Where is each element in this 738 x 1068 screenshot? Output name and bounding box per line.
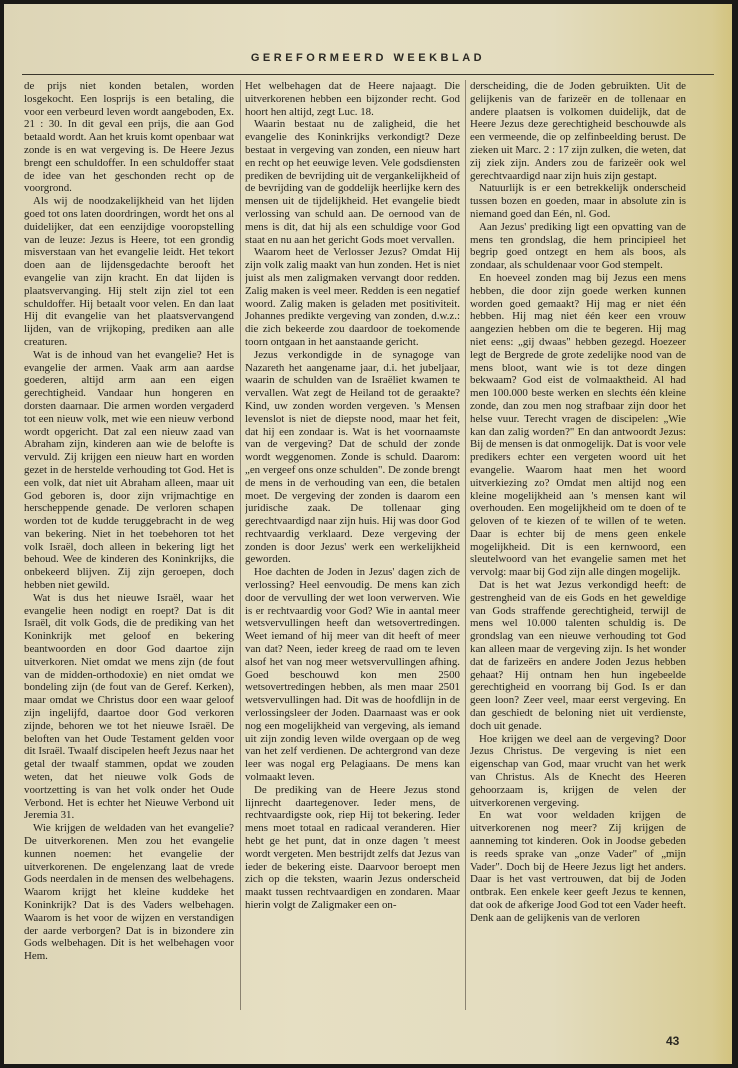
paragraph: Dat is het wat Jezus verkondigd heeft: de gestrengheid van de eis Gods en het geweldige van Gods straffende gerechtigheid, terwijl de mens wel 10.000 talenten schuldig is. De grondslag van een nieuwe verhouding tot God kan alleen maar de vergeving zijn. Is het wonder dat de farizeërs en andere Joden Jezus hebben gehaat? Hij ontnam hen hun ingebeelde gerechtigheid en voorrang bij God. Is er dan geen loon? Zeer veel, maar eerst vergeving. En dan geschiedt de beloning niet uit verdienste, doch uit genade.	[470, 579, 686, 732]
paragraph: Wat is de inhoud van het evangelie? Het is evangelie der armen. Vaak arm aan aardse goederen, altijd arm aan een eigen gerechtigheid. Vandaar hun hongeren en dorsten daarnaar. Die armen worden vergaderd tot een nieuw volk, met wie een nieuw verbond wordt opgericht. Dat zal een nieuw zaad van Abraham zijn, kinderen aan wie de belofte is vervuld. Zij krijgen een nieuw hart en worden gezet in de herstelde verhouding tot God. Het is een volk, dat niet uit Abraham alleen, maar uit God geboren is, door zijn vrijmachtige en herscheppende genade. De verloren schapen worden tot de kudde teruggebracht in de weg van bekering. Niet in het toebehoren tot het volk Israël, doch alleen in bekering ligt het behoud. Wee de kinderen des Koninkrijks, die onbekeerd blijven. Zij zijn geroepen, doch hebben niet gewild.	[24, 348, 234, 592]
paragraph: Waarin bestaat nu de zaligheid, die het evangelie des Koninkrijks verkondigt? Deze bestaat in vergeving van zonden, een nieuw hart en recht op het eeuwige leven. Vele godsdiensten prediken de bevrijding uit de vergankelijkheid of de bevrijding van de goddelijk heerlijke kern des mensen uit de tijdelijkheid. Het evangelie biedt verlossing van schuld aan. De oernood van de mens is dit, dat hij als een schuldige voor God staat en nu aan het gericht Gods moet vervallen.	[245, 118, 460, 246]
paragraph: derscheiding, die de Joden gebruikten. Uit de gelijkenis van de farizeër en de tollenaar en andere plaatsen is volkomen duidelijk, dat de Heere Jezus deze gerechtigheid beschouwde als een vermeende, die op zelfinbeelding berust. De zieken uit Marc. 2 : 17 zijn zulken, die weten, dat zij ziek zijn. Anders zou de farizeër ook wel gerechtvaardigd naar zijn huis zijn gestapt.	[470, 80, 686, 182]
column-divider	[240, 80, 241, 1010]
page-edge-shading	[712, 4, 732, 1064]
paragraph: En hoeveel zonden mag bij Jezus een mens hebben, die door zijn goede werken kunnen worden goed gemaakt? Hij mag er niet één hebben. Hij mag niet één keer een vrouw aangezien hebben om die te begeren. Hij mag niet eens: „gij dwaas" hebben gezegd. Hoezeer legt de Bergrede de grote zedelijke nood van de mens bloot, want wie is tot deze dingen bekwaam? God eist de volmaaktheid. Al had men 100.000 beste werken en slechts één kleine zonde, dan zou men nog strafbaar zijn door het helse vuur. Terecht vragen de discipelen: „Wie kan dan zalig worden?" En dan antwoordt Jezus: Bij de mensen is dat onmogelijk. Dat is voor vele predikers echter een vergeten woord uit het evangelie. Waarom haat men het woord uitverkiezing zo? Omdat men altijd nog een kleine mogelijkheid aan 's mensen kant wil overhouden. Een mogelijkheid om te doen of te geloven of te kiezen of te willen of te weten. Daar is echter bij de mens geen enkele mogelijkheid. Dit is een kernwoord, een sleutelwoord van het evangelie samen met het vervolg: maar bij God zijn alle dingen mogelijk.	[470, 271, 686, 579]
column-1	[24, 80, 234, 1020]
paragraph: Wat is dus het nieuwe Israël, waar het evangelie heen nodigt en roept? Dat is dit Israël, dit volk Gods, die de prediking van het Koninkrijk met geloof en bekering beantwoorden en door God daartoe zijn uitverkoren. Niet omdat we mens zijn (de fout van de midden-orthodoxie) en niet omdat we bondeling zijn (de fout van de Geref. Kerken), maar omdat we Christus door een waar geloof zijn ingelijfd, daartoe door God verkoren zijnde, behoren we tot het nieuwe Israël. De beloften van het Oude Testament gelden voor dit Israël. Twaalf discipelen heeft Jezus naar het getal der twaalf stammen, opdat we zouden weten, dat het nieuwe volk Gods de voortzetting is van het volk onder het Oude Verbond. Het is echter het Nieuwe Verbond uit Jeremia 31.	[24, 591, 234, 822]
paragraph: Natuurlijk is er een betrekkelijk onderscheid tussen bozen en goeden, maar in absolute zin is niemand goed dan Eén, nl. God.	[470, 182, 686, 220]
column-3	[470, 80, 686, 1020]
paragraph: Hoe krijgen we deel aan de vergeving? Door Jezus Christus. De vergeving is niet een eigenschap van God, maar vrucht van het werk van Christus. Als de Knecht des Heeren gehoorzaam is, krijgen de velen der uitverkorenen vergeving.	[470, 732, 686, 809]
paragraph: de prijs niet konden betalen, worden losgekocht. Een losprijs is een betaling, die voor een verbeurd leven wordt aangeboden, Ex. 21 : 30. In dit geval een prijs, die aan God betaald wordt. Aan het kruis komt openbaar wat zonde is en wat vergeving is. De Heere Jezus brengt een schuldoffer. In een schuldoffer staat de idee van het geschonden recht op de voorgrond.	[24, 80, 234, 195]
header-rule	[22, 74, 714, 75]
paragraph: Hoe dachten de Joden in Jezus' dagen zich de verlossing? Heel eenvoudig. De mens kan zich door de vervulling der wet loon verwerven. Wie is er rechtvaardig voor God? Wie in aantal meer wetsvervullingen heeft dan wetsovertredingen. Weet iemand of hij meer van dit heeft of meer van dat? Neen, ieder kreeg de raad om te leven alsof het van nog meer wetsvervullingen afhing. Goed beschouwd kon men 2500 wetsovertredingen hebben, als men maar 2501 wetsvervullingen had. Dit was de hoofdlijn in de verlossingsleer der Joden. Daarnaast was er ook nog een mogelijkheid van vergeving, als iemand uit zijn zondig leven wilde overgaan op de weg van het zelf verdienen. De achtergrond van deze leer was nogal erg Pelagiaans. De mens kan volmaakt leven.	[245, 566, 460, 784]
page-number: 43	[666, 1034, 680, 1048]
paragraph: Aan Jezus' prediking ligt een opvatting van de mens ten grondslag, die hem principieel het begrip goed ontzegt en hem als boos, als zondaar, als schuldenaar voor God stempelt.	[470, 220, 686, 272]
paragraph: Als wij de noodzakelijkheid van het lijden goed tot ons laten doordringen, wordt het ons al duidelijker, dat een eenzijdige vooropstelling van de leuze: Jezus is Heere, tot een grondig misverstaan van het evangelie leidt. Het tekort doen aan de lijdensgedachte berooft het evangelie van zijn kracht. En dat lijden is plaatsvervanging. Hij stelt zijn ziel tot een schuldoffer. Hij betaalt voor velen. En dan laat Hij dit evangelie van het plaatsvervangend lijden, van de vrijkoping, prediken aan alle creaturen.	[24, 195, 234, 348]
paragraph: De prediking van de Heere Jezus stond lijnrecht daartegenover. Ieder mens, de rechtvaardigste ook, riep Hij tot bekering. Ieder mens moet totaal en radicaal veranderen. Hier hebt ge het punt, dat in onze dagen 't meest wordt vergeten. Men bestrijdt zelfs dat Jezus van ieder de bekering eiste. Daarvoor beroept men zich op die teksten, waarin Jezus onderscheid maakt tussen rechtvaardigen en zondaren. Maar hierin volgt de Zaligmaker een on-	[245, 783, 460, 911]
running-header: GEREFORMEERD WEEKBLAD	[250, 52, 486, 64]
paragraph: Waarom heet de Verlosser Jezus? Omdat Hij zijn volk zalig maakt van hun zonden. Het is niet juist als men zaligmaken vervangt door redden. Zalig maken is veel meer. Redden is een negatief woord. Zalig maken is geladen met positiviteit. Johannes predikte vergeving van zonden, d.w.z.: die zich bekeerde zou daardoor de toekomende toorn ontgaan in het aanstaande gericht.	[245, 246, 460, 348]
document-page	[4, 4, 732, 1064]
paragraph: En wat voor weldaden krijgen de uitverkorenen nog meer? Zij krijgen de aanneming tot kinderen. Ook in Joodse gebeden is reeds sprake van „onze Vader" of „mijn Vader". Doch bij de Heere Jezus ligt het anders. Daar is het vast vertrouwen, dat bij de Joden ontbrak. Een enkele keer geeft Jezus te kennen, dat ook de afkerige Jood God tot een Vader heeft. Denk aan de gelijkenis van de verloren	[470, 809, 686, 924]
paragraph: Wie krijgen de weldaden van het evangelie? De uitverkorenen. Men zou het evangelie kunnen noemen: het evangelie der uitverkorenen. De engelenzang laat de vrede Gods neerdalen in de mensen des welbehagens. Waarom krijgt het kleine kuddeke het Koninkrijk? Dat is des Vaders welbehagen. Waarom is het voor de wijzen en verstandigen der aarde verborgen? Dat is in bizondere zin Gods welbehagen. Dit is het welbehagen voor Hem.	[24, 822, 234, 963]
paragraph: Jezus verkondigde in de synagoge van Nazareth het aangename jaar, d.i. het jubeljaar, waarin de schulden van de Israëliet kwamen te vervallen. Wat zegt de Heiland tot de geraakte? Kind, uw zonden worden vergeven. 's Mensen levenslot is niet de diepste nood, maar het feit, dat hij een zondaar is. Wat is het voornaamste van de vergeving? Dat de schuld der zonde wordt weggenomen. Zonde is schuld. Daarom: „en vergeef ons onze schulden". De zonde brengt de mens in de verhouding van een, die betalen moet. De vergeving der zonden is daarom een juridische zaak. De tollenaar ging gerechtvaardigd naar zijn huis. Hij was door God rechtvaardig verklaard. Deze vergeving der zonden is door Jezus' werk een werkelijkheid geworden.	[245, 348, 460, 566]
column-2	[245, 80, 460, 1020]
paragraph: Het welbehagen dat de Heere najaagt. Die uitverkorenen hebben een bijzonder recht. God hoort hen altijd, zegt Luc. 18.	[245, 80, 460, 118]
column-divider	[465, 80, 466, 1010]
